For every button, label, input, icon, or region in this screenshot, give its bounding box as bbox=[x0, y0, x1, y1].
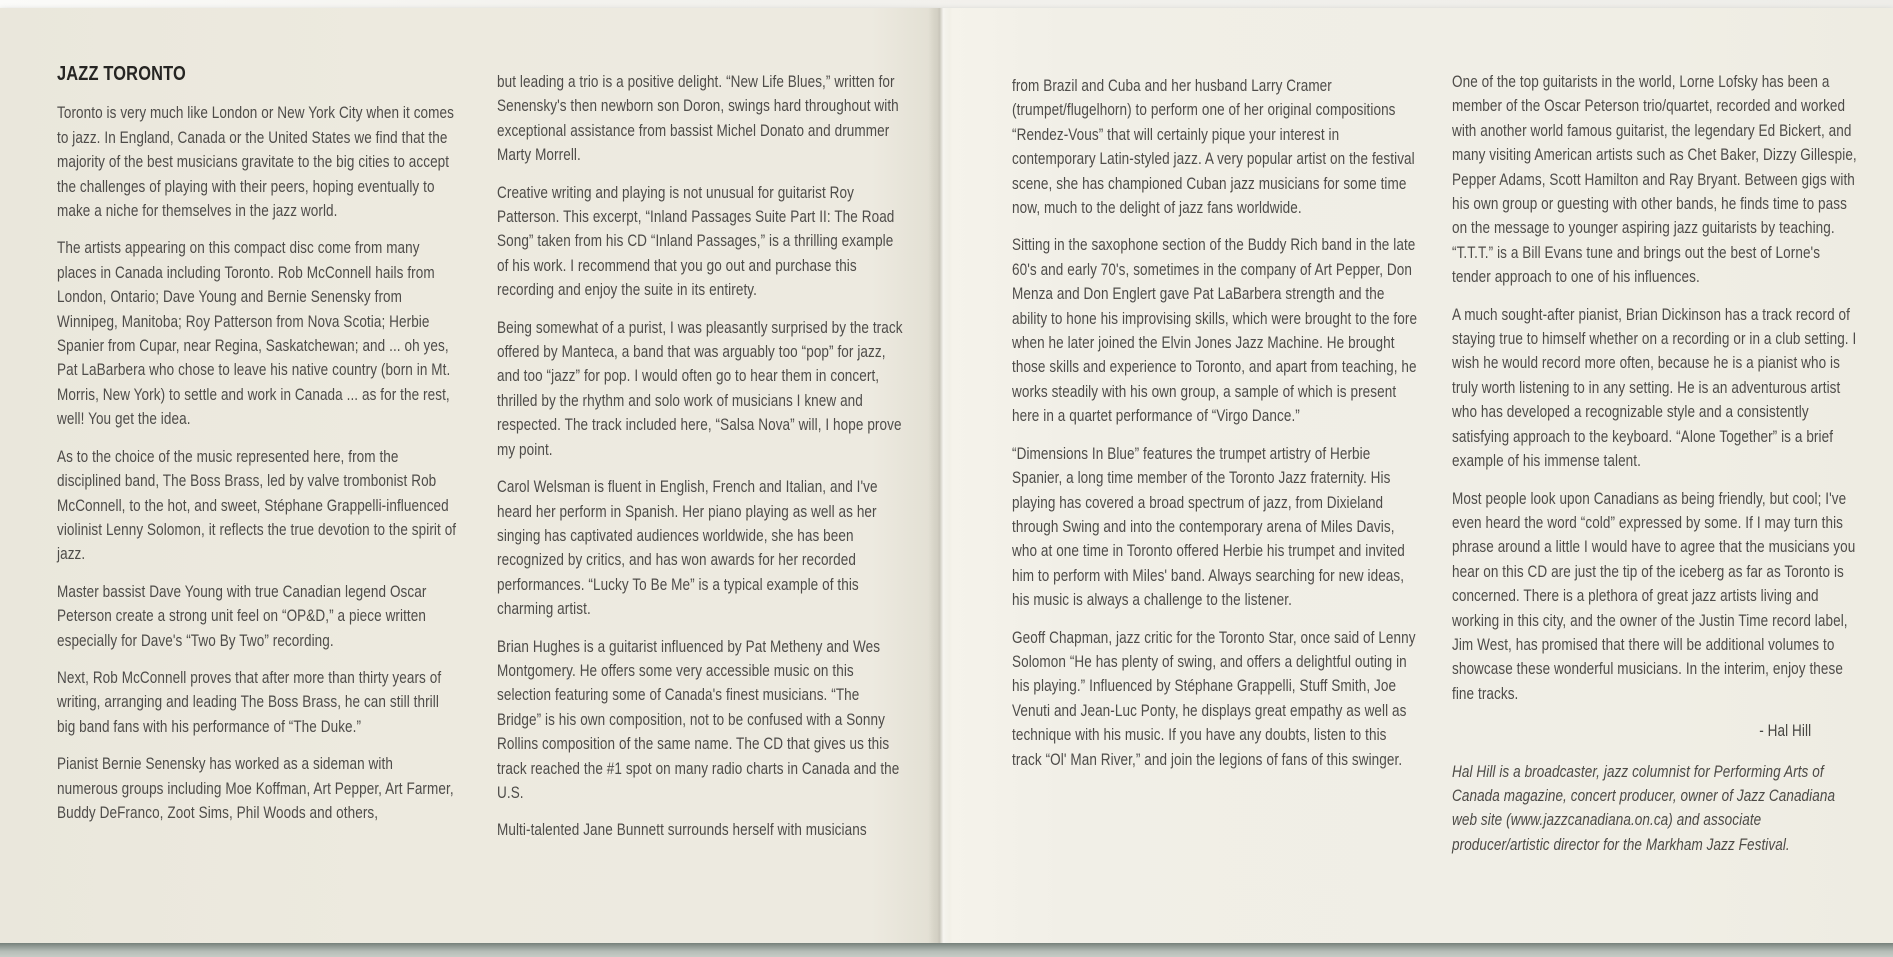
paragraph: As to the choice of the music represented here, from the disciplined band, The Boss Brass, led by valve trombonist Rob McConnell, to the hot, and sweet, Stéphane Grappelli-influenced violinist Lenny Solomon, it reflects the true devotion to the spirit of jazz. bbox=[57, 447, 457, 564]
center-fold-crease bbox=[928, 8, 950, 944]
left-page-column-2 bbox=[497, 70, 907, 856]
paragraph: Geoff Chapman, jazz critic for the Toronto Star, once said of Lenny Solomon “He has plenty of swing, and offers a delightful outing in his playing.” Influenced by Stéphane Grappelli, Stuff Smith, Joe Venuti and Jean-Luc Ponty, he displays great empathy as well as technique with his music. If you have any doubts, listen to this track “Ol' Man River,” and join the legions of fans of this swinger. bbox=[1012, 628, 1416, 769]
paragraph: One of the top guitarists in the world, Lorne Lofsky has been a member of the Oscar Peterson trio/quartet, recorded and worked with another world famous guitarist, the legendary Ed Bickert, and many visiting American artists such as Chet Baker, Dizzy Gillespie, Pepper Adams, Scott Hamilton and Ray Bryant. Between gigs with his own group or guesting with other bands, he finds time to pass on the message to younger aspiring jazz guitarists by teaching. “T.T.T.” is a Bill Evans tune and brings out the best of Lorne's tender approach to one of his influences. bbox=[1452, 73, 1857, 287]
booklet-spread bbox=[0, 8, 1893, 944]
author-bio: Hal Hill is a broadcaster, jazz columnist for Performing Arts of Canada magazine, concert producer, owner of Jazz Canadiana web site (www.jazzcanadiana.on.ca) and associate producer/artistic director for the Markham Jazz Festival. bbox=[1452, 762, 1836, 854]
paragraph: The artists appearing on this compact disc come from many places in Canada including Toronto. Rob McConnell hails from London, Ontario; Dave Young and Bernie Senensky from Winnipeg, Manitoba; Roy Patterson from Nova Scotia; Herbie Spanier from Cupar, near Regina, Saskatchewan; and ... oh yes, Pat LaBarbera who chose to leave his native country (born in Mt. Morris, New York) to settle and work in Canada ... as for the rest, well! You get the idea. bbox=[57, 239, 451, 429]
paragraph: Master bassist Dave Young with true Canadian legend Oscar Peterson create a strong unit feel on “OP&D,” a piece written especially for Dave's “Two By Two” recording. bbox=[57, 582, 427, 650]
paragraph: Toronto is very much like London or New York City when it comes to jazz. In England, Canada or the United States we find that the majority of the best musicians gravitate to the big cities to accept the challenges of playing with their peers, hoping eventually to make a niche for themselves in the jazz world. bbox=[57, 104, 454, 221]
paragraph: Sitting in the saxophone section of the Buddy Rich band in the late 60's and early 70's, sometimes in the company of Art Pepper, Don Menza and Don Englert gave Pat LaBarbera strength and the ability to hone his improvising skills, which were brought to the fore when he later joined the Elvin Jones Jazz Machine. He brought those skills and experience to Toronto, and apart from teaching, he works steadily with his own group, a sample of which is present here in a quartet performance of “Virgo Dance.” bbox=[1012, 236, 1418, 426]
paragraph: Pianist Bernie Senensky has worked as a sideman with numerous groups including Moe Koffman, Art Pepper, Art Farmer, Buddy DeFranco, Zoot Sims, Phil Woods and others, bbox=[57, 755, 454, 822]
paragraph: Most people look upon Canadians as being friendly, but cool; I've even heard the word “cold” expressed by some. If I may turn this phrase around a little I would have to agree that the musicians you hear on this CD are just the tip of the iceberg as far as Toronto is concerned. There is a plethora of great jazz artists living and working in this city, and the owner of the Justin Time record label, Jim West, has promised that there will be additional volumes to showcase these wonderful musicians. In the interim, enjoy these fine tracks. bbox=[1452, 489, 1856, 703]
paragraph: Multi-talented Jane Bunnett surrounds herself with musicians bbox=[497, 821, 867, 840]
right-page-column-1 bbox=[1012, 74, 1418, 785]
paragraph: Brian Hughes is a guitarist influenced by Pat Metheny and Wes Montgomery. He offers some very accessible music on this selection featuring some of Canada's finest musicians. “The Bridge” is his own composition, not to be confused with a Sonny Rollins composition of the same name. The CD that gives us this track reached the #1 spot on many radio charts in Canada and the U.S. bbox=[497, 637, 900, 802]
paragraph: Next, Rob McConnell proves that after more than thirty years of writing, arranging and leading The Boss Brass, he can still thrill big band fans with his performance of “The Duke.” bbox=[57, 668, 442, 736]
paragraph: from Brazil and Cuba and her husband Larry Cramer (trumpet/flugelhorn) to perform one of her original compositions “Rendez-Vous” that will certainly pique your interest in contemporary Latin-styled jazz. A very popular artist on the festival scene, she has championed Cuban jazz musicians for some time now, much to the delight of jazz fans worldwide. bbox=[1012, 77, 1415, 218]
paragraph: A much sought-after pianist, Brian Dickinson has a track record of staying true to himself whether on a recording or in a club setting. I wish he would record more often, because he is a pianist who is truly worth listening to in any setting. He is an adventurous artist who has developed a recognizable style and a consistently satisfying approach to the keyboard. “Alone Together” is a brief example of his immense talent. bbox=[1452, 305, 1857, 471]
right-page-column-2 bbox=[1452, 70, 1862, 857]
author-signature: - Hal Hill bbox=[1759, 722, 1812, 741]
paragraph: Being somewhat of a purist, I was pleasantly surprised by the track offered by Manteca, a band that was arguably too “pop” for jazz, and too “jazz” for pop. I would often go to hear them in concert, thrilled by the rhythm and solo work of musicians I knew and respected. The track included here, “Salsa Nova” will, I hope prove my point. bbox=[497, 318, 903, 459]
paragraph: but leading a trio is a positive delight. “New Life Blues,” written for Senensky's then newborn son Doron, swings hard throughout with exceptional assistance from bassist Michel Donato and drummer Marty Morrell. bbox=[497, 73, 899, 165]
left-page-column-1 bbox=[57, 62, 457, 838]
scanner-bottom-edge bbox=[0, 943, 1893, 957]
paragraph: Creative writing and playing is not unusual for guitarist Roy Patterson. This excerpt, “Inland Passages Suite Part II: The Road Song” taken from his CD “Inland Passages,” is a thrilling example of his work. I recommend that you go out and purchase this recording and enjoy the suite in its entirety. bbox=[497, 183, 895, 300]
paragraph: “Dimensions In Blue” features the trumpet artistry of Herbie Spanier, a long time member of the Toronto Jazz fraternity. His playing has covered a broad spectrum of jazz, from Dixieland through Swing and into the contemporary arena of Miles Davis, who at one time in Toronto offered Herbie his trumpet and invited him to perform with Miles' band. Always searching for new ideas, his music is always a challenge to the listener. bbox=[1012, 444, 1405, 610]
page-title: JAZZ TORONTO bbox=[57, 63, 186, 85]
paragraph: Carol Welsman is fluent in English, French and Italian, and I've heard her perform in Spanish. Her piano playing as well as her singing has captivated audiences worldwide, she has been recognized by critics, and has won awards for her recorded performances. “Lucky To Be Me” is a typical example of this charming artist. bbox=[497, 478, 878, 619]
